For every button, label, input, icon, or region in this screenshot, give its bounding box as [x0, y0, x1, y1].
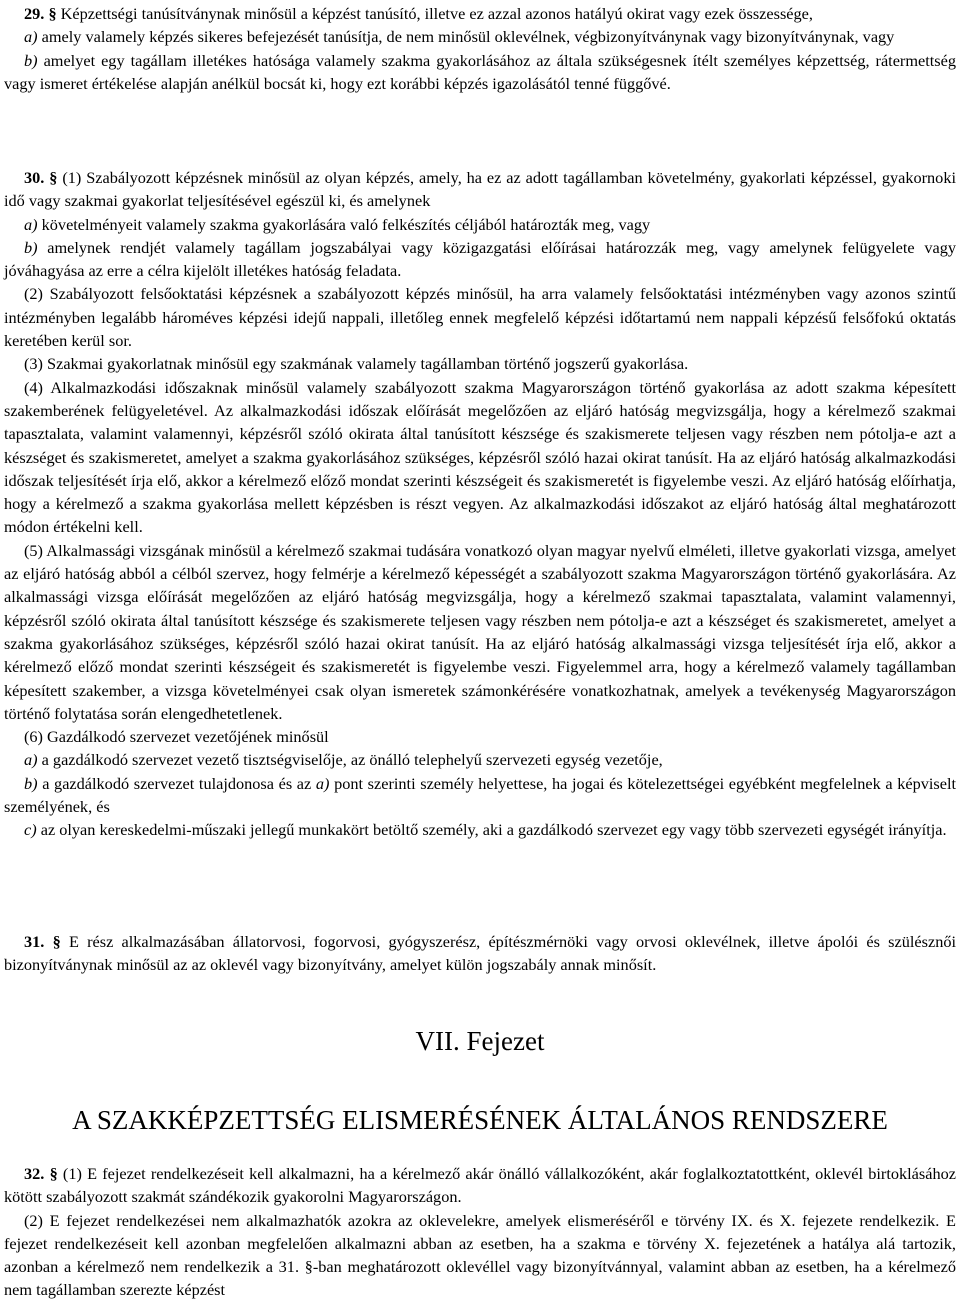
- paragraph-1: [4, 1162, 956, 1209]
- section-symbol: §: [49, 1164, 58, 1183]
- paragraph-text: pont szerinti személy helyettese, ha jogai és kötelezettségei egyébként megfelelnek a képviselt személyének, és: [4, 773, 956, 817]
- point-b: [4, 49, 956, 96]
- paragraph-text: (1) E fejezet rendelkezéseit kell alkalmazni, ha a kérelmező akár önálló vállalkozóként, akár foglalkoztatottként, oklevél birtoklásához kötött szabályozott szakmát szándékozik gyakorolni Magyarországon.: [4, 1164, 956, 1207]
- point-c: [4, 818, 956, 841]
- paragraph-text: az olyan kereskedelmi-műszaki jellegű munkakört betöltő személy, aki a gazdálkodó szervezet egy vagy több szervezeti egységét irányítja.: [40, 820, 947, 840]
- paragraph-text: Képzettségi tanúsítványnak minősül a képzést tanúsító, illetve ez azzal azonos hatályú okirat vagy ezek összessége,: [60, 4, 813, 23]
- point-label: a): [24, 27, 38, 47]
- paragraph-6: (6) Gazdálkodó szervezet vezetőjének minősül: [24, 727, 329, 747]
- section-number: 29.: [24, 4, 45, 23]
- paragraph-text: E rész alkalmazásában állatorvosi, fogorvosi, gyógyszerész, építészmérnöki vagy orvosi oklevélnek, illetve ápolói és szülésznői bizonyítványnak minősül az az oklevél vagy bizonyítvány, amelyet külön jogszabály annak minősít.: [4, 932, 956, 975]
- section-29: [4, 2, 956, 95]
- paragraph-text: amelyet egy tagállam illetékes hatósága valamely szakma gyakorlásához az általa szükségesnek ítélt személyes képzettség, rátermettség vagy ismeret értékelése alapján anélkül bocsát ki, hogy ezt korábbi képzés igazolásától tenné függővé.: [4, 50, 956, 93]
- point-reference: a): [315, 773, 330, 793]
- paragraph-text: a gazdálkodó szervezet tulajdonosa és az: [42, 773, 312, 793]
- point-label: c): [24, 820, 37, 840]
- section-symbol: §: [52, 932, 61, 951]
- point-label: b): [24, 50, 38, 70]
- point-label: a): [24, 750, 38, 770]
- section-31-text: [4, 930, 956, 977]
- section-number: 31.: [24, 932, 45, 951]
- paragraph-text: a gazdálkodó szervezet vezető tisztségviselője, az önálló telephelyű szervezeti egység vezetője,: [41, 750, 663, 770]
- section-symbol: §: [48, 4, 57, 23]
- section-31: [4, 930, 956, 977]
- section-29-intro: [4, 2, 956, 25]
- paragraph-1: [4, 166, 956, 213]
- point-a: [4, 25, 956, 48]
- point-label: b): [24, 237, 38, 257]
- section-number: 30.: [24, 168, 45, 187]
- chapter-number: VII. Fejezet: [415, 1026, 545, 1056]
- paragraph-2: (2) E fejezet rendelkezései nem alkalmazhatók azokra az oklevelekre, amelyek elismeréséről e törvény IX. és X. fejezete rendelkezik. E fejezet rendelkezéseit kell azonban megfelelően alkalmazni abban az esetben, ha a szakma e törvény X. fejezetének a hatálya alá tartozik, azonban a kérelmező nem rendelkezik a 31. §-ban meghatározott oklevéllel vagy bizonyítvánnyal, valamint abban az esetben, ha a kérelmező nem tagállamban szerezte képzést: [4, 1210, 956, 1300]
- paragraph-4: (4) Alkalmazkodási időszaknak minősül valamely szabályozott szakma Magyarországon történő gyakorlása az adott szakma képesített szakemberének felügyeletével. Az alkalmazkodási időszak előírását megelőzően az eljáró hatóság megvizsgálja, hogy a kérelmező szakmai tapasztalata, valamint valamennyi, képzésről szóló okirata által tanúsított készsége és szakismerete teljesen vagy részben nem pótolja-e azt a készséget és szakismeretet, amelyet a szakma gyakorlásához szükséges, képzésről szóló hazai okirat tanúsít. Ha az eljáró hatóság alkalmazkodási időszak teljesítését írja elő, akkor a kérelmező előző mondat szerinti készségeit és szakismeretét is figyelembe veszi. Az eljáró hatóság előírhatja, hogy a kérelmező a szakma gyakorlása mellett képzésben is részt vegyen. Az alkalmazkodási időszakot az eljáró hatóság által meghatározott módon értékelni kell.: [4, 377, 956, 537]
- point-label: a): [24, 214, 38, 234]
- paragraph-text: követelményeit valamely szakma gyakorlására való felkészítés céljából határozták meg, vagy: [41, 214, 651, 234]
- point-b: [4, 236, 956, 283]
- paragraph-text: (1) Szabályozott képzésnek minősül az olyan képzés, amely, ha ez az adott tagállamban követelmény, gyakorlati képzéssel, gyakornoki idő vagy szakmai gyakorlat teljesítésével egészül ki, és amelynek: [4, 168, 956, 211]
- section-30: [4, 166, 956, 842]
- point-b: [4, 772, 956, 819]
- point-a: [4, 748, 956, 771]
- paragraph-text: amely valamely képzés sikeres befejezését tanúsítja, de nem minősül oklevélnek, végbizonyítványnak vagy bizonyítványnak, vagy: [41, 27, 895, 47]
- paragraph-5: (5) Alkalmassági vizsgának minősül a kérelmező szakmai tudására vonatkozó olyan magyar nyelvű elméleti, illetve gyakorlati vizsga, amelyet az eljáró hatóság abból a célból szervez, hogy felmérje a kérelmező képességét a szabályozott szakma Magyarországon történő gyakorlására. Az alkalmassági vizsga előírását megelőzően az eljáró hatóság megvizsgálja, hogy a kérelmező szakmai tapasztalata, valamint valamennyi, képzésről szóló okirata által tanúsított készsége és szakismerete teljesen vagy részben nem pótolja-e azt a készséget és szakismeretet, amelyet a szakma gyakorlásához szükséges, képzésről szóló hazai okirat tanúsít. Ha az eljáró hatóság alkalmassági vizsga teljesítését írja elő, akkor a kérelmező előző mondat szerinti készségeit és szakismeretét is figyelembe veszi. Figyelemmel arra, hogy a kérelmező valamely tagállamban képesített szakember, a vizsga követelményei csak olyan ismeretek számonkérésére vonatkozhatnak, amelyek a tevékenység Magyarországon történő folytatása során elengedhetetlenek.: [4, 540, 956, 723]
- section-number: 32.: [24, 1164, 45, 1183]
- point-label: b): [24, 773, 38, 793]
- paragraph-text: amelynek rendjét valamely tagállam jogszabályai vagy közigazgatási előírásai határozzák meg, vagy amelynek felügyelete vagy jóváhagyása az erre a célra kijelölt illetékes hatóság feladata.: [4, 237, 956, 281]
- chapter-title: A SZAKKÉPZETTSÉG ELISMERÉSÉNEK ÁLTALÁNOS RENDSZERE: [72, 1105, 888, 1135]
- paragraph-2: (2) Szabályozott felsőoktatási képzésnek a szabályozott képzés minősül, ha arra valamely felsőoktatási intézményben vagy azonos szintű intézményben legalább hároméves képzési idejű nappali, illetőleg ennek megfelelő képzési időtartamú nem nappali képzésű felsőfokú oktatás keretében kerül sor.: [4, 284, 956, 351]
- section-symbol: §: [49, 168, 58, 187]
- paragraph-3: (3) Szakmai gyakorlatnak minősül egy szakmának valamely tagállamban történő jogszerű gyakorlása.: [24, 354, 689, 374]
- point-a: [4, 213, 956, 236]
- section-32: [4, 1162, 956, 1302]
